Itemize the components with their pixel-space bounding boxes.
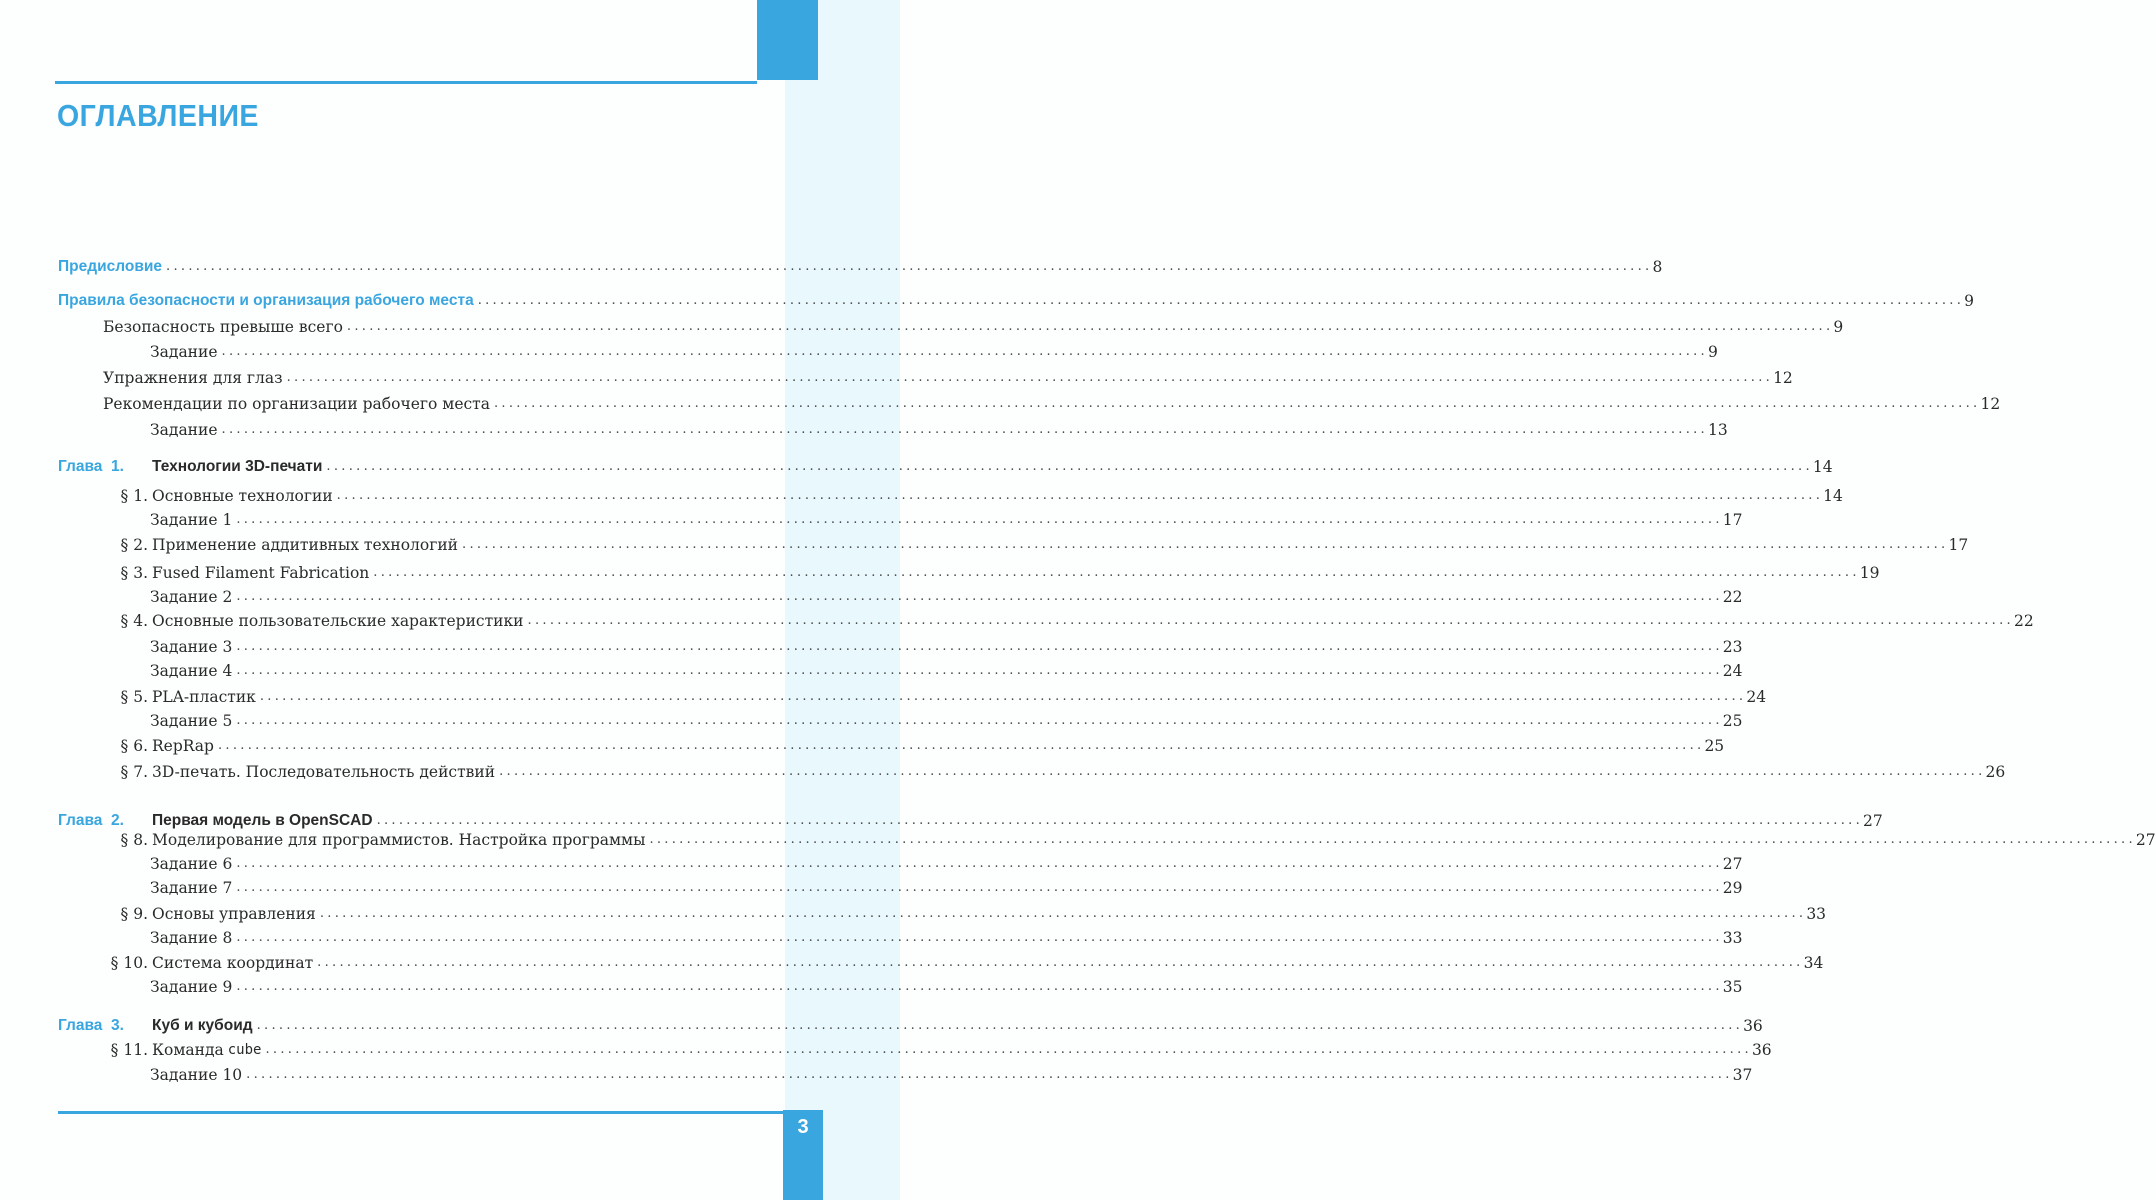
dot-leader: ........................................................................................................................................................................................................ [259, 689, 1747, 704]
toc-entry[interactable] [0, 709, 1743, 731]
footer-rule [58, 1111, 783, 1114]
entry-page-number: 26 [1985, 763, 2006, 781]
chapter-number: Глава 2. [58, 812, 124, 829]
entry-page-number: 8 [1652, 258, 1663, 276]
toc-entry[interactable] [0, 392, 2001, 414]
entry-title: Моделирование для программистов. Настройка программы [152, 831, 646, 849]
entry-title: Правила безопасности и организация рабочего места [58, 292, 474, 309]
section-number: § 7. [120, 763, 148, 781]
toc-entry[interactable] [0, 876, 1743, 898]
entry-title: Упражнения для глаз [103, 369, 283, 387]
dot-leader: ........................................................................................................................................................................................................ [499, 764, 1986, 779]
entry-title: Первая модель в OpenSCAD [152, 812, 373, 829]
dot-leader: ........................................................................................................................................................................................................ [221, 422, 1708, 437]
entry-title: Задание 9 [150, 978, 233, 996]
dot-leader: ........................................................................................................................................................................................................ [217, 738, 1705, 753]
entry-page-number: 17 [1948, 536, 1969, 554]
entry-page-number: 9 [1708, 343, 1718, 361]
entry-title: 3D-печать. Последовательность действий [152, 763, 496, 781]
dot-leader: ........................................................................................................................................................................................................ [236, 713, 1723, 728]
chapter-number: Глава 3. [58, 1017, 124, 1034]
dot-leader: ........................................................................................................................................................................................................ [462, 537, 1949, 552]
dot-leader: ........................................................................................................................................................................................................ [236, 512, 1723, 527]
entry-title: Предисловие [58, 258, 163, 275]
entry-title: Задание 2 [150, 588, 233, 606]
entry-page-number: 12 [1980, 395, 2001, 413]
dot-leader: ........................................................................................................................................................................................................ [336, 488, 1824, 503]
entry-page-number: 25 [1704, 737, 1725, 755]
entry-page-number: 27 [2135, 831, 2156, 849]
dot-leader: ........................................................................................................................................................................................................ [494, 396, 1981, 411]
toc-entry[interactable] [0, 255, 1663, 277]
toc-entry[interactable] [0, 585, 1743, 607]
entry-page-number: 29 [1722, 879, 1743, 897]
toc-entry[interactable] [0, 561, 1880, 583]
entry-page-number: 36 [1751, 1041, 1772, 1059]
dot-leader: ........................................................................................................................................................................................................ [286, 370, 1774, 385]
entry-title: Fused Filament Fabrication [152, 564, 370, 582]
entry-page-number: 9 [1964, 292, 1975, 310]
dot-leader: ........................................................................................................................................................................................................ [236, 589, 1723, 604]
page-number-box [783, 1110, 823, 1200]
toc-entry[interactable] [0, 1063, 1753, 1085]
dot-leader: ........................................................................................................................................................................................................ [319, 906, 1807, 921]
entry-page-number: 14 [1812, 458, 1833, 476]
dot-leader: ........................................................................................................................................................................................................ [373, 565, 1860, 580]
entry-title: Задание 8 [150, 929, 233, 947]
dot-leader: ........................................................................................................................................................................................................ [166, 259, 1653, 274]
toc-entry[interactable] [0, 828, 2156, 850]
toc-entry[interactable] [0, 315, 1844, 337]
entry-page-number: 34 [1803, 954, 1824, 972]
toc-entry[interactable] [0, 734, 1725, 756]
entry-title: Применение аддитивных технологий [152, 536, 459, 554]
entry-page-number: 37 [1732, 1066, 1753, 1084]
entry-title: Задание [150, 343, 218, 361]
entry-page-number: 13 [1708, 421, 1728, 439]
dot-leader: ........................................................................................................................................................................................................ [527, 613, 2014, 628]
entry-title: Основные пользовательские характеристики [152, 612, 524, 630]
dot-leader: ........................................................................................................................................................................................................ [649, 832, 2136, 847]
entry-page-number: 19 [1859, 564, 1880, 582]
dot-leader: ........................................................................................................................................................................................................ [317, 955, 1804, 970]
entry-title: Технологии 3D-печати [152, 458, 323, 475]
toc-entry[interactable] [0, 1038, 1772, 1060]
dot-leader: ........................................................................................................................................................................................................ [221, 344, 1708, 359]
toc-entry[interactable] [0, 926, 1743, 948]
entry-page-number: 17 [1722, 511, 1743, 529]
header-rule [55, 81, 757, 84]
toc-entry[interactable] [0, 289, 1975, 311]
header-tab [757, 0, 818, 80]
toc-entry[interactable] [0, 902, 1827, 924]
entry-page-number: 23 [1722, 638, 1743, 656]
section-number: § 1. [120, 487, 148, 505]
section-number: § 10. [110, 954, 148, 972]
dot-leader: ........................................................................................................................................................................................................ [236, 930, 1723, 945]
entry-title: Система координат [152, 954, 314, 972]
toc-entry[interactable] [0, 975, 1743, 997]
toc-entry[interactable] [0, 455, 1833, 477]
entry-title: Задание 6 [150, 855, 233, 873]
section-number: § 11. [110, 1041, 148, 1059]
entry-page-number: 14 [1823, 487, 1843, 505]
section-number: § 2. [120, 536, 148, 554]
dot-leader: ........................................................................................................................................................................................................ [256, 1018, 1744, 1033]
entry-title: Задание 10 [150, 1066, 243, 1084]
entry-page-number: 27 [1722, 855, 1743, 873]
dot-leader: ........................................................................................................................................................................................................ [236, 856, 1723, 871]
section-number: § 8. [120, 831, 148, 849]
entry-title: PLA-пластик [152, 688, 256, 706]
entry-title: Куб и кубоид [152, 1017, 253, 1034]
toc-entry[interactable] [0, 635, 1743, 657]
entry-title: Рекомендации по организации рабочего места [103, 395, 490, 413]
dot-leader: ........................................................................................................................................................................................................ [236, 639, 1723, 654]
entry-page-number: 35 [1722, 978, 1743, 996]
page-title: ОГЛАВЛЕНИЕ [57, 98, 259, 133]
entry-page-number: 9 [1833, 318, 1844, 336]
entry-title: Задание 7 [150, 879, 233, 897]
section-number: § 6. [120, 737, 148, 755]
entry-code: cube [227, 1042, 262, 1058]
toc-entry[interactable] [0, 340, 1718, 362]
entry-title: Задание 5 [150, 712, 233, 730]
section-number: § 9. [120, 905, 148, 923]
entry-title: Команда [152, 1041, 224, 1059]
page-number: 3 [797, 1116, 809, 1138]
toc-entry[interactable] [0, 366, 1793, 388]
entry-title: Безопасность превыше всего [103, 318, 343, 336]
entry-title: Задание [150, 421, 218, 439]
dot-leader: ........................................................................................................................................................................................................ [326, 459, 1813, 474]
chapter-number: Глава 1. [58, 458, 124, 475]
section-number: § 5. [120, 688, 148, 706]
entry-page-number: 25 [1722, 712, 1743, 730]
toc-entry[interactable] [0, 533, 1969, 555]
entry-page-number: 24 [1722, 662, 1743, 680]
toc-entry[interactable] [0, 760, 2006, 782]
entry-title: Задание 1 [150, 511, 233, 529]
dot-leader: ........................................................................................................................................................................................................ [236, 663, 1723, 678]
toc-entry[interactable] [0, 951, 1824, 973]
section-number: § 3. [120, 564, 148, 582]
toc-entry[interactable] [0, 1014, 1763, 1036]
dot-leader: ........................................................................................................................................................................................................ [376, 813, 1864, 828]
toc-entry[interactable] [0, 852, 1743, 874]
toc-entry[interactable] [0, 685, 1767, 707]
dot-leader: ........................................................................................................................................................................................................ [477, 293, 1965, 308]
entry-page-number: 12 [1773, 369, 1793, 387]
toc-entry[interactable] [0, 418, 1728, 440]
dot-leader: ........................................................................................................................................................................................................ [346, 319, 1834, 334]
section-number: § 4. [120, 612, 148, 630]
entry-page-number: 22 [1722, 588, 1743, 606]
entry-page-number: 33 [1806, 905, 1827, 923]
entry-page-number: 27 [1863, 812, 1883, 830]
entry-page-number: 24 [1746, 688, 1767, 706]
toc-entry[interactable] [0, 609, 2034, 631]
dot-leader: ........................................................................................................................................................................................................ [236, 880, 1723, 895]
toc-entry[interactable] [0, 484, 1843, 506]
entry-page-number: 33 [1722, 929, 1743, 947]
toc-entry[interactable] [0, 659, 1743, 681]
entry-title: Основы управления [152, 905, 316, 923]
entry-title: Задание 4 [150, 662, 233, 680]
toc-entry[interactable] [0, 508, 1743, 530]
dot-leader: ........................................................................................................................................................................................................ [236, 979, 1723, 994]
entry-title: RepRap [152, 737, 214, 755]
entry-title: Основные технологии [152, 487, 333, 505]
entry-page-number: 36 [1743, 1017, 1763, 1035]
entry-page-number: 22 [2013, 612, 2034, 630]
entry-title: Задание 3 [150, 638, 233, 656]
dot-leader: ........................................................................................................................................................................................................ [265, 1042, 1752, 1057]
dot-leader: ........................................................................................................................................................................................................ [246, 1067, 1733, 1082]
